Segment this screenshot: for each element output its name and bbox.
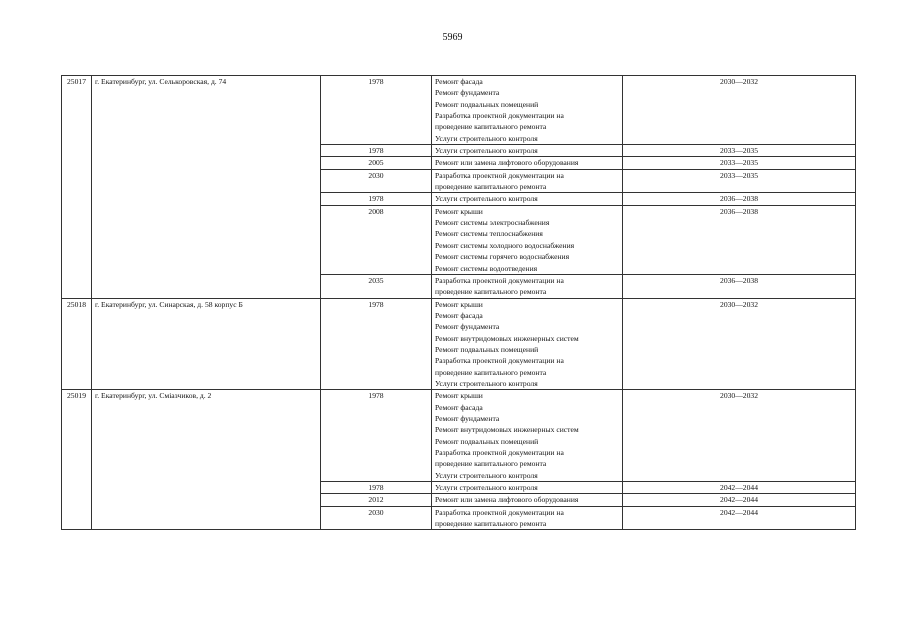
page-number: 5969 (442, 32, 463, 43)
table-row (62, 76, 856, 145)
period-cell: 2036—2038 (623, 193, 856, 205)
work-item: Ремонт системы водоотведения (435, 263, 538, 273)
works-cell (432, 482, 623, 494)
work-item: Ремонт или замена лифтового оборудования (435, 158, 579, 168)
works-cell (432, 494, 623, 506)
works-cell (432, 506, 623, 530)
period-cell: 2033—2035 (623, 157, 856, 169)
work-item: проведение капитального ремонта (435, 459, 547, 469)
work-item: Ремонт внутридомовых инженерных систем (435, 425, 579, 435)
work-item: Услуги строительного контроля (435, 378, 538, 388)
work-item: Ремонт системы электроснабжения (435, 218, 550, 228)
work-item: Разработка проектной документации на (435, 356, 564, 366)
works-cell (432, 169, 623, 193)
house-address: г. Екатеринбург, ул. Сміазчиков, д. 2 (92, 390, 321, 530)
work-item: Разработка проектной документации на (435, 111, 564, 121)
works-cell (432, 205, 623, 274)
year-cell: 1978 (321, 298, 432, 390)
house-address: г. Екатеринбург, ул. Синарская, д. 58 корпус Б (92, 298, 321, 390)
year-cell: 1978 (321, 76, 432, 145)
work-item: проведение капитального ремонта (435, 287, 547, 297)
work-item: проведение капитального ремонта (435, 182, 547, 192)
period-cell: 2030—2032 (623, 76, 856, 145)
works-cell (432, 145, 623, 157)
work-item: Разработка проектной документации на (435, 507, 564, 517)
work-item: проведение капитального ремонта (435, 122, 547, 132)
period-cell: 2042—2044 (623, 494, 856, 506)
work-item: Ремонт системы горячего водоснабжения (435, 252, 570, 262)
work-item: Ремонт подвальных помещений (435, 344, 539, 354)
work-item: проведение капитального ремонта (435, 367, 547, 377)
year-cell: 1978 (321, 482, 432, 494)
year-cell: 2008 (321, 205, 432, 274)
year-cell: 2030 (321, 506, 432, 530)
year-cell: 2012 (321, 494, 432, 506)
house-address: г. Екатеринбург, ул. Селькоровская, д. 74 (92, 76, 321, 299)
work-item: Ремонт фундамента (435, 322, 500, 332)
work-item: Ремонт фундамента (435, 413, 500, 423)
work-item: Ремонт системы теплоснабжения (435, 229, 543, 239)
period-cell: 2030—2032 (623, 390, 856, 482)
table-row (62, 298, 856, 390)
work-item: Ремонт крыши (435, 206, 483, 216)
work-item: Ремонт фундамента (435, 88, 500, 98)
year-cell: 1978 (321, 390, 432, 482)
works-cell (432, 390, 623, 482)
work-item: Ремонт фасада (435, 77, 483, 86)
works-cell (432, 76, 623, 145)
house-number: 25017 (62, 76, 92, 299)
period-cell: 2042—2044 (623, 506, 856, 530)
period-cell: 2030—2032 (623, 298, 856, 390)
work-item: Ремонт подвальных помещений (435, 436, 539, 446)
year-cell: 2035 (321, 274, 432, 298)
work-item: Услуги строительного контроля (435, 133, 538, 143)
period-cell: 2036—2038 (623, 274, 856, 298)
work-item: Разработка проектной документации на (435, 275, 564, 285)
work-item: Ремонт фасада (435, 402, 483, 412)
work-item: Разработка проектной документации на (435, 448, 564, 457)
work-item: Услуги строительного контроля (435, 194, 538, 204)
house-number: 25018 (62, 298, 92, 390)
work-item: Ремонт внутридомовых инженерных систем (435, 333, 579, 343)
works-cell (432, 157, 623, 169)
work-item: Ремонт крыши (435, 299, 483, 309)
year-cell: 1978 (321, 193, 432, 205)
house-number: 25019 (62, 390, 92, 530)
work-item: Ремонт подвальных помещений (435, 99, 539, 109)
work-item: проведение капитального ремонта (435, 519, 547, 529)
works-cell (432, 298, 623, 390)
work-item: Ремонт или замена лифтового оборудования (435, 495, 579, 505)
work-item: Услуги строительного контроля (435, 483, 538, 493)
period-cell: 2036—2038 (623, 205, 856, 274)
work-item: Разработка проектной документации на (435, 170, 564, 180)
year-cell: 2030 (321, 169, 432, 193)
table-row (62, 390, 856, 482)
works-cell (432, 274, 623, 298)
work-item: Ремонт крыши (435, 391, 483, 401)
work-item: Услуги строительного контроля (435, 470, 538, 480)
period-cell: 2033—2035 (623, 169, 856, 193)
works-cell (432, 193, 623, 205)
work-item: Услуги строительного контроля (435, 146, 538, 156)
period-cell: 2033—2035 (623, 145, 856, 157)
year-cell: 1978 (321, 145, 432, 157)
work-item: Ремонт фасада (435, 310, 483, 320)
period-cell: 2042—2044 (623, 482, 856, 494)
repair-schedule-table (61, 75, 856, 530)
work-item: Ремонт системы холодного водоснабжения (435, 240, 575, 250)
year-cell: 2005 (321, 157, 432, 169)
